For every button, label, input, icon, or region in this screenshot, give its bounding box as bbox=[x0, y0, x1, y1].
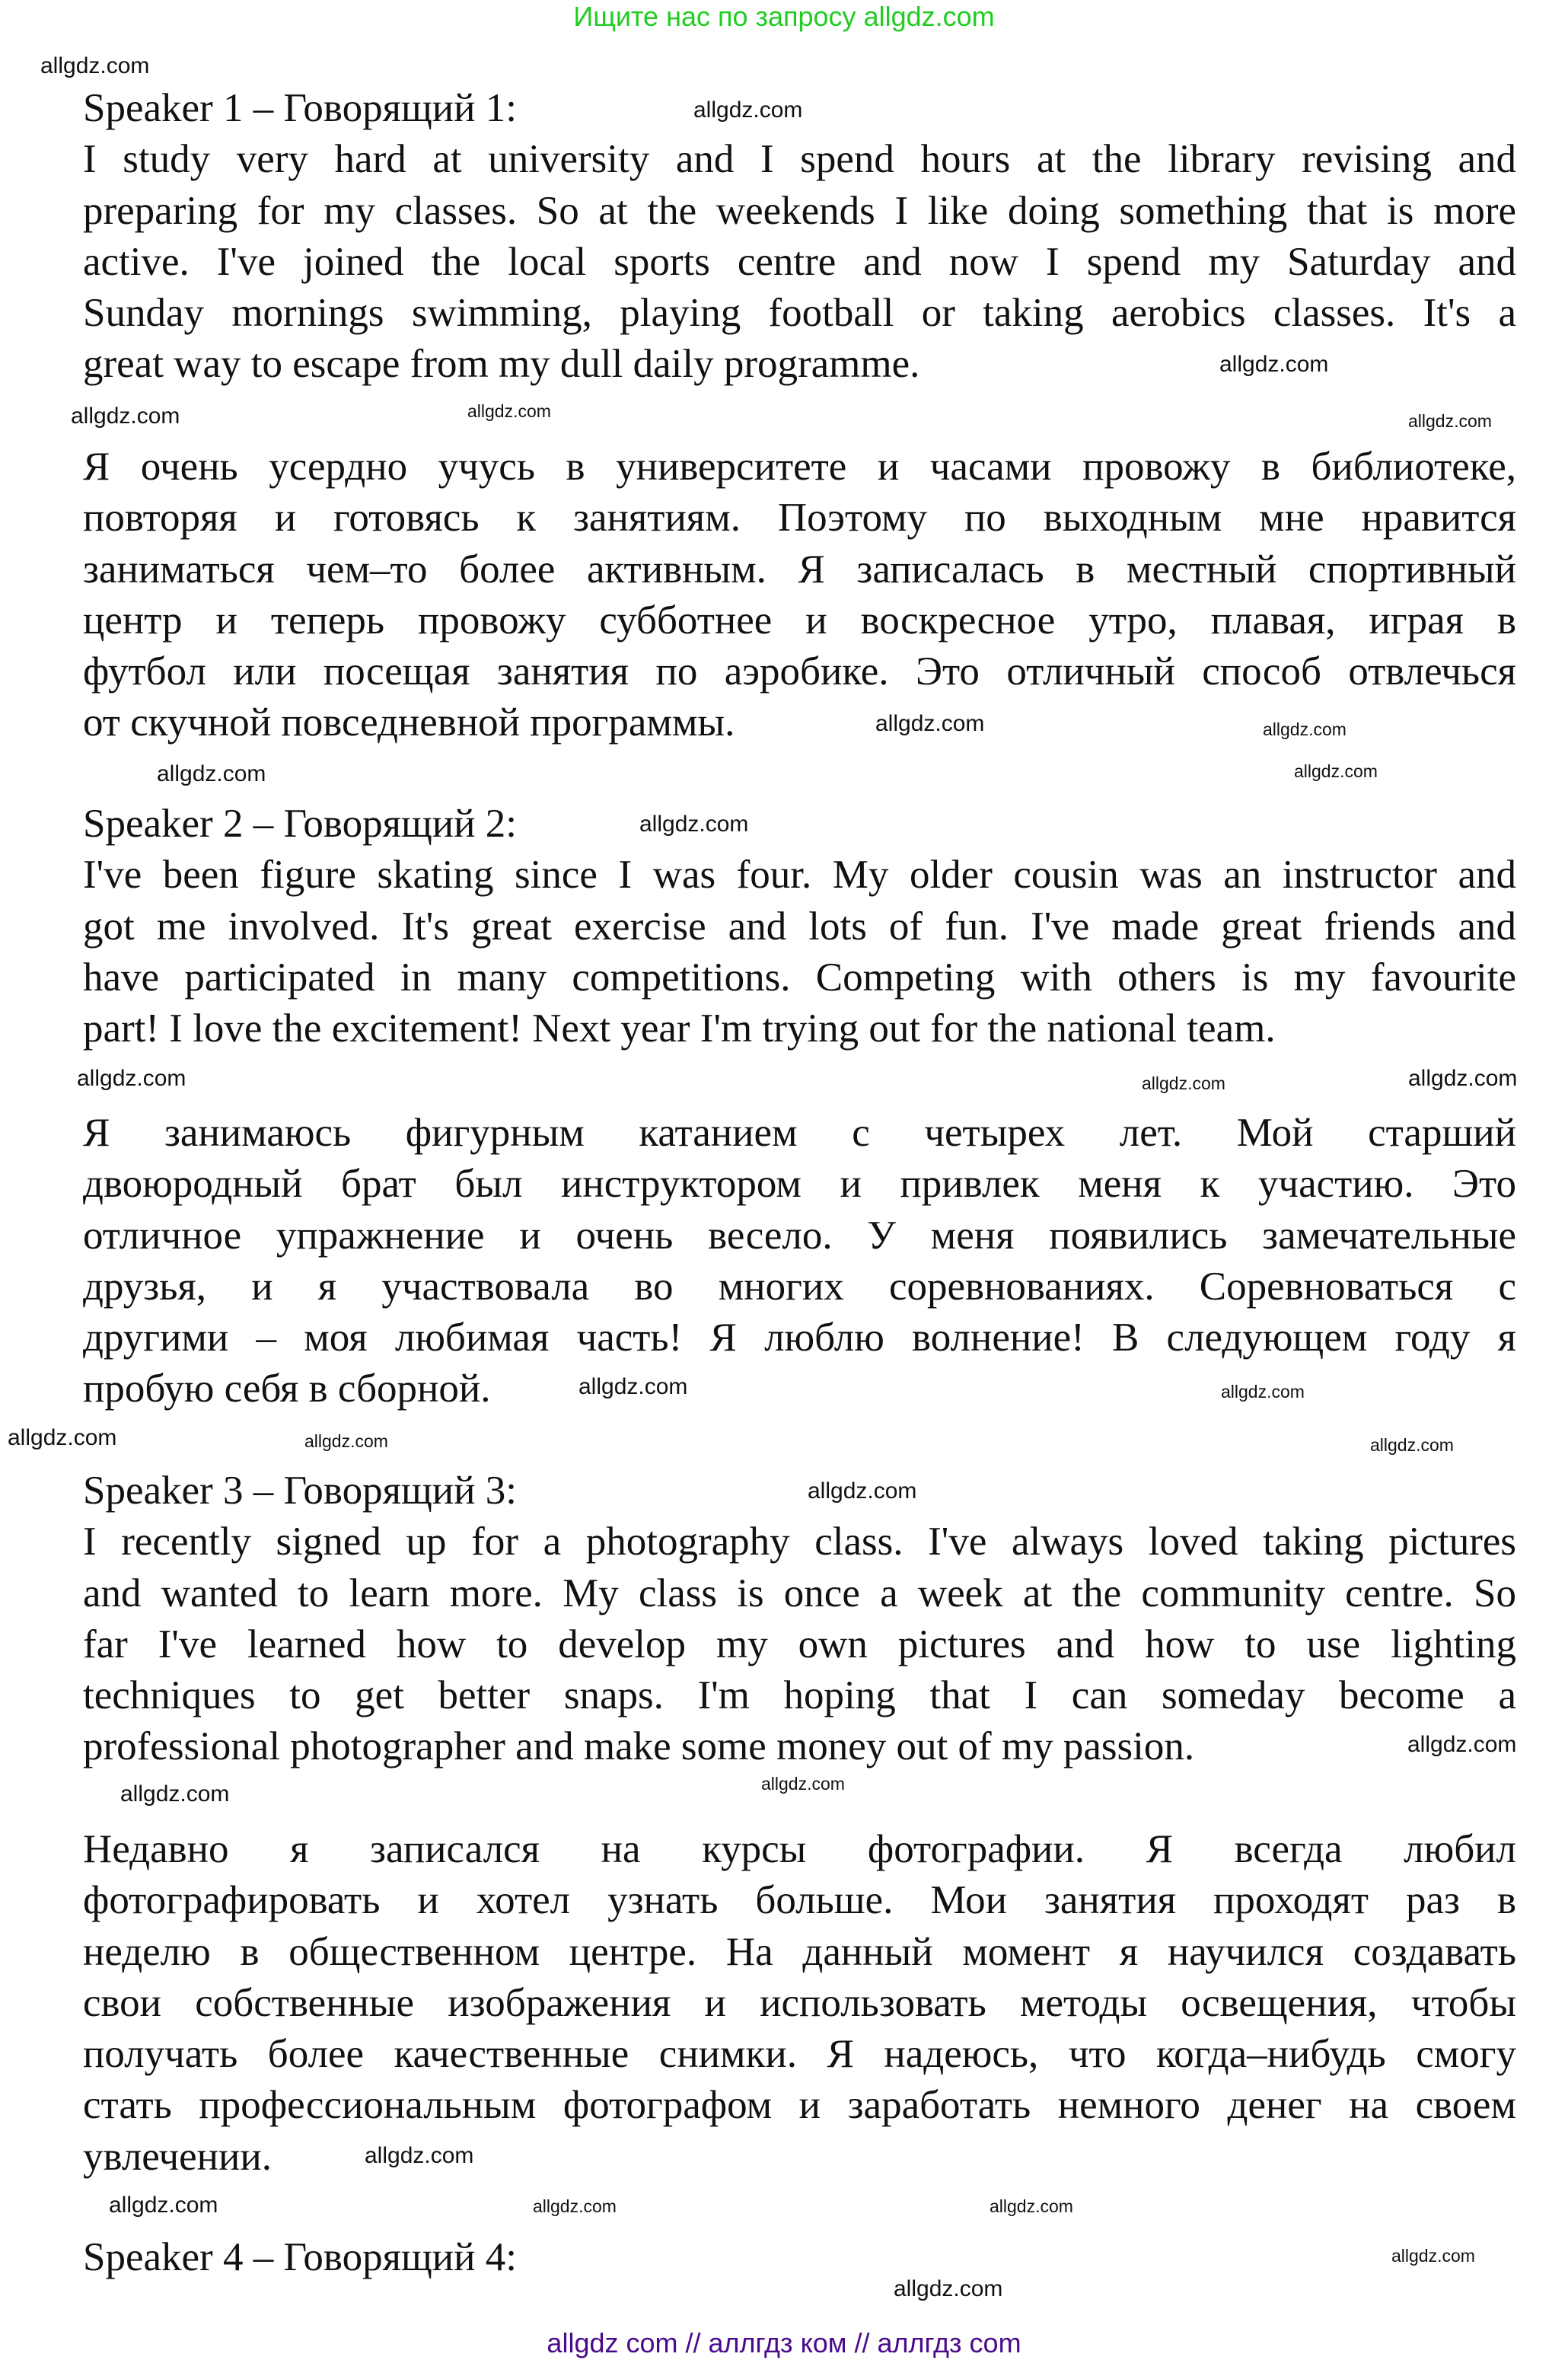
watermark: allgdz.com bbox=[467, 401, 551, 421]
watermark: allgdz.com bbox=[1219, 352, 1329, 377]
text-line: and wanted to learn more. My class is once a week at the community centre. So bbox=[83, 1571, 1516, 1615]
text-line: techniques to get better snaps. I'm hoping that I can someday become a bbox=[83, 1673, 1516, 1718]
speaker-heading: Speaker 1 – Говорящий 1: bbox=[83, 86, 517, 130]
text-line: active. I've joined the local sports centre and now I spend my Saturday and bbox=[83, 239, 1516, 284]
text-line: Sunday mornings swimming, playing football or taking aerobics classes. It's a bbox=[83, 291, 1516, 336]
text-line: I study very hard at university and I spend hours at the library revising and bbox=[83, 137, 1516, 182]
watermark: allgdz.com bbox=[77, 1066, 186, 1091]
text-line: Я очень усердно учусь в университете и часами провожу в библиотеке, bbox=[83, 445, 1516, 489]
speaker-2-russian bbox=[83, 1108, 1516, 1415]
watermark: allgdz.com bbox=[1408, 1066, 1518, 1091]
speaker-1-english bbox=[83, 83, 1516, 391]
watermark: allgdz.com bbox=[639, 812, 749, 837]
text-line: far I've learned how to develop my own pictures and how to use lighting bbox=[83, 1622, 1516, 1666]
text-line: двоюродный брат был инструктором и привлек меня к участию. Это bbox=[83, 1162, 1516, 1207]
text-line: неделю в общественном центре. На данный момент я научился создавать bbox=[83, 1929, 1516, 1974]
speaker-heading: Speaker 3 – Говорящий 3: bbox=[83, 1469, 517, 1513]
watermark: allgdz.com bbox=[157, 761, 266, 786]
text-line: part! I love the excitement! Next year I'm trying out for the national team. bbox=[83, 1006, 1276, 1051]
text-line: Недавно я записался на курсы фотографии. Я всегда любил bbox=[83, 1827, 1516, 1871]
text-line: preparing for my classes. So at the weekends I like doing something that is more bbox=[83, 188, 1516, 233]
watermark: allgdz.com bbox=[1407, 1732, 1517, 1757]
watermark: allgdz.com bbox=[693, 97, 803, 123]
text-line: Я занимаюсь фигурным катанием с четырех лет. Мой старший bbox=[83, 1111, 1516, 1155]
text-line: great way to escape from my dull daily programme. bbox=[83, 342, 920, 387]
text-line: от скучной повседневной программы. bbox=[83, 700, 735, 745]
text-line: пробую себя в сборной. bbox=[83, 1367, 491, 1411]
text-line: I recently signed up for a photography class. I've always loved taking pictures bbox=[83, 1520, 1516, 1564]
speaker-4 bbox=[83, 2232, 1516, 2283]
text-line: I've been figure skating since I was four. My older cousin was an instructor and bbox=[83, 853, 1516, 898]
text-line: центр и теперь провожу субботнее и воскресное утро, плавая, играя в bbox=[83, 598, 1516, 643]
text-line: have participated in many competitions. Competing with others is my favourite bbox=[83, 955, 1516, 1000]
text-line: отличное упражнение и очень весело. У меня появились замечательные bbox=[83, 1213, 1516, 1258]
watermark: allgdz.com bbox=[808, 1478, 917, 1504]
watermark: allgdz.com bbox=[120, 1781, 230, 1807]
speaker-3-english bbox=[83, 1465, 1516, 1773]
speaker-1-russian bbox=[83, 442, 1516, 749]
watermark: allgdz.com bbox=[40, 53, 150, 78]
speaker-3-russian bbox=[83, 1824, 1516, 2183]
watermark: allgdz.com bbox=[1370, 1435, 1454, 1455]
watermark: allgdz.com bbox=[1294, 761, 1378, 781]
text-line: другими – моя любимая часть! Я люблю волнение! В следующем году я bbox=[83, 1316, 1516, 1360]
text-line: свои собственные изображения и использовать методы освещения, чтобы bbox=[83, 1980, 1516, 2025]
text-line: друзья, и я участвовала во многих соревнованиях. Соревноваться с bbox=[83, 1264, 1516, 1309]
text-line: professional photographer and make some money out of my passion. bbox=[83, 1724, 1195, 1769]
watermark: allgdz.com bbox=[1263, 719, 1347, 739]
search-banner: Ищите нас по запросу allgdz.com bbox=[573, 1, 995, 32]
watermark: allgdz.com bbox=[365, 2143, 474, 2168]
watermark: allgdz.com bbox=[1408, 411, 1492, 431]
text-line: увлечении. bbox=[83, 2134, 272, 2179]
text-line: фотографировать и хотел узнать больше. Мои занятия проходят раз в bbox=[83, 1878, 1516, 1923]
watermark: allgdz.com bbox=[761, 1774, 845, 1794]
text-line: футбол или посещая занятия по аэробике. Это отличный способ отвлечься bbox=[83, 649, 1516, 694]
text-line: заниматься чем–то более активным. Я записалась в местный спортивный bbox=[83, 547, 1516, 592]
watermark: allgdz.com bbox=[71, 403, 180, 429]
watermark: allgdz.com bbox=[533, 2196, 617, 2216]
watermark: allgdz.com bbox=[894, 2276, 1003, 2301]
watermark: allgdz.com bbox=[109, 2193, 218, 2218]
watermark: allgdz.com bbox=[875, 711, 985, 736]
speaker-2-english bbox=[83, 799, 1516, 1054]
speaker-heading: Speaker 2 – Говорящий 2: bbox=[83, 802, 517, 846]
footer-banner: allgdz com // аллгдз ком // аллгдз com bbox=[547, 2327, 1021, 2358]
watermark: allgdz.com bbox=[8, 1425, 117, 1450]
watermark: allgdz.com bbox=[578, 1374, 688, 1399]
text-line: повторяя и готовясь к занятиям. Поэтому по выходным мне нравится bbox=[83, 496, 1516, 541]
watermark: allgdz.com bbox=[1391, 2246, 1475, 2266]
watermark: allgdz.com bbox=[990, 2196, 1073, 2216]
speaker-heading: Speaker 4 – Говорящий 4: bbox=[83, 2235, 517, 2279]
watermark: allgdz.com bbox=[304, 1431, 388, 1451]
text-line: получать более качественные снимки. Я надеюсь, что когда–нибудь смогу bbox=[83, 2032, 1516, 2077]
text-line: стать профессиональным фотографом и заработать немного денег на своем bbox=[83, 2083, 1516, 2128]
watermark: allgdz.com bbox=[1221, 1382, 1305, 1402]
text-line: got me involved. It's great exercise and lots of fun. I've made great friends and bbox=[83, 904, 1516, 949]
watermark: allgdz.com bbox=[1142, 1073, 1225, 1093]
